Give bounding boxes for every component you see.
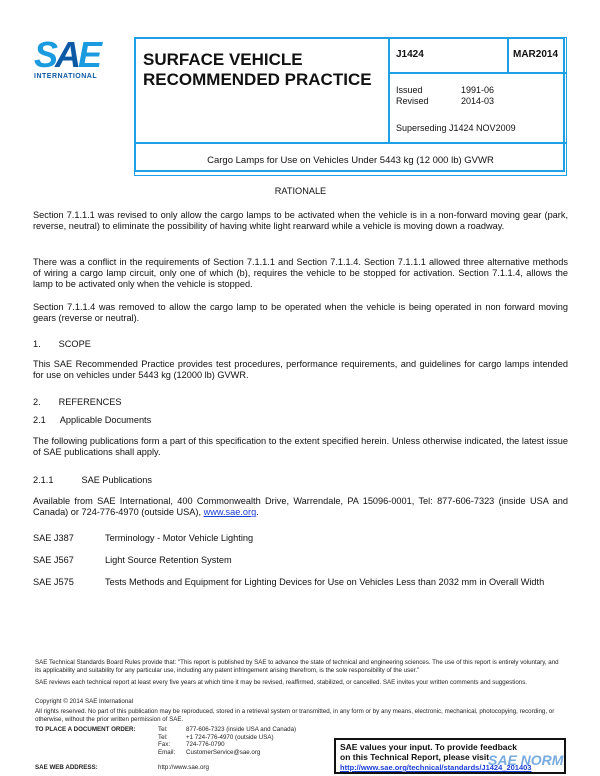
footer-rights: All rights reserved. No part of this publication may be reproduced, stored in a retrieval system or transmitted, in any form or by any means, electronic, mechanical, photocopying, recording, or otherwise, without the prior written permission of SAE.	[35, 708, 555, 723]
contact-label: Tel:	[158, 726, 168, 733]
reference-item	[33, 577, 568, 588]
web-label: SAE WEB ADDRESS:	[35, 764, 98, 771]
footer-review: SAE reviews each technical report at least every five years at which time it may be revised, reaffirmed, stabilized, or cancelled. SAE invites your written comments and suggestions.	[35, 679, 528, 686]
ref-code: SAE J567	[33, 555, 74, 565]
section-number: 1.	[33, 339, 41, 349]
contact-value: CustomerService@sae.org	[186, 748, 261, 756]
contact-label: Fax:	[158, 741, 171, 749]
feedback-text: SAE values your input. To provide feedback	[340, 742, 517, 752]
rationale-paragraph: There was a conflict in the requirements of Section 7.1.1.1 and Section 7.1.1.4. Section 7.1.1.1 allowed three alternative methods of wiring a cargo lamp circuit, only one of which (b), requires the vehicle to be stopped for activation. Section 7.1.1.4, allows the lamp to be activated only when the vehicle is stopped.	[33, 257, 568, 290]
order-label: TO PLACE A DOCUMENT ORDER:	[35, 726, 136, 733]
footer-rules: SAE Technical Standards Board Rules provide that: "This report is published by SAE to advance the state of technical and engineering sciences. The use of this report is entirely voluntary, and its applicability and suitability for any particular use, including any patent infringement arising therefrom, is the sole responsibility of the user."	[35, 659, 559, 674]
section-heading	[33, 415, 568, 426]
ref-title: Tests Methods and Equipment for Lighting Devices for Use on Vehicles Less than 2032 mm in Overall Width	[105, 577, 545, 587]
contact-value: +1 724-776-4970 (outside USA)	[186, 733, 274, 741]
ref-title: Light Source Retention System	[105, 555, 232, 565]
rationale-heading: RATIONALE	[274, 186, 327, 196]
contact-label: Email:	[158, 748, 176, 756]
doc-title: Cargo Lamps for Use on Vehicles Under 5443 kg (12 000 lb) GVWR	[207, 155, 494, 166]
issued-label: Issued	[396, 85, 423, 95]
header-box	[134, 37, 565, 172]
contact-label: Tel:	[158, 733, 168, 741]
revised-label: Revised	[396, 96, 429, 106]
rationale-paragraph: Section 7.1.1.4 was removed to allow the cargo lamp to be operated when the vehicle is being operated in non forward moving gears (reverse or neutral).	[33, 302, 568, 324]
revised-value: 2014-03	[461, 96, 495, 106]
contact-value: 877-606-7323 (inside USA and Canada)	[186, 726, 297, 733]
section-title: SAE Publications	[81, 475, 152, 485]
title-line: RECOMMENDED PRACTICE	[143, 70, 372, 89]
ref-code: SAE J575	[33, 577, 74, 587]
revision-cell	[388, 72, 567, 144]
sae-norm-watermark: SAE NORM	[488, 752, 564, 768]
ref-code: SAE J387	[33, 533, 74, 543]
superseding: Superseding J1424 NOV2009	[396, 123, 516, 133]
section-heading	[33, 475, 568, 486]
sae-logo	[34, 34, 114, 80]
footer-copyright: Copyright © 2014 SAE International	[35, 698, 134, 705]
doc-number-cell	[388, 37, 509, 74]
issued-value: 1991-06	[461, 85, 495, 95]
reference-item	[33, 533, 568, 544]
section-title: REFERENCES	[58, 397, 122, 407]
logo-subtitle: INTERNATIONAL	[34, 73, 98, 80]
section-title: Applicable Documents	[59, 415, 152, 425]
doc-type-title	[143, 50, 372, 90]
reference-item	[33, 555, 568, 566]
contact-row	[158, 734, 338, 742]
date-cell	[507, 37, 567, 74]
doc-number: J1424	[396, 49, 424, 60]
sae-website-link[interactable]: www.sae.org	[203, 507, 257, 518]
contact-value: 724-776-0790	[186, 741, 225, 749]
section-title: SCOPE	[58, 339, 91, 349]
title-line: SURFACE VEHICLE	[143, 50, 303, 69]
contact-list	[158, 726, 338, 756]
publications-paragraph: Available from SAE International, 400 Commonwealth Drive, Warrendale, PA 15096-0001, Tel: 877-606-7323 (inside USA and Canada) or 724-776-4970 (outside USA), www.sae.org.	[33, 496, 568, 518]
contact-row	[158, 741, 338, 749]
section-number: 2.1.1	[33, 475, 54, 485]
doc-date: MAR2014	[513, 49, 559, 60]
section-number: 2.1	[33, 415, 46, 425]
scope-paragraph: This SAE Recommended Practice provides test procedures, performance requirements, and guidelines for cargo lamps intended for use on vehicles under 5443 kg (12000 lb) GVWR.	[33, 359, 568, 381]
contact-row	[158, 726, 338, 734]
contact-row	[158, 749, 338, 757]
section-number: 2.	[33, 397, 41, 407]
feedback-text: on this Technical Report, please visit	[340, 752, 490, 762]
applicable-docs-paragraph: The following publications form a part of this specification to the extent specified herein. Unless otherwise indicated, the latest issue of SAE publications shall apply.	[33, 436, 568, 458]
title-cell	[134, 37, 390, 144]
paragraph-text: Available from SAE International, 400 Commonwealth Drive, Warrendale, PA 15096-0001, Tel: 877-606-7323 (inside USA and Canada) or 724-776-4970 (outside USA),	[33, 496, 568, 518]
section-heading	[33, 397, 568, 408]
web-value: http://www.sae.org	[158, 764, 209, 771]
ref-title: Terminology - Motor Vehicle Lighting	[105, 533, 254, 543]
logo-mark: SAE	[34, 34, 100, 75]
rationale-paragraph: Section 7.1.1.1 was revised to only allow the cargo lamps to be activated when the vehicle is in a non-forward moving gear (park, reverse, neutral) to eliminate the possibility of having white light rearward while a vehicle is moving down a roadway.	[33, 210, 568, 232]
feedback-link[interactable]: http://www.sae.org/technical/standards/J1424_201403	[340, 763, 532, 772]
doc-title-cell	[134, 142, 567, 176]
section-heading	[33, 339, 568, 350]
